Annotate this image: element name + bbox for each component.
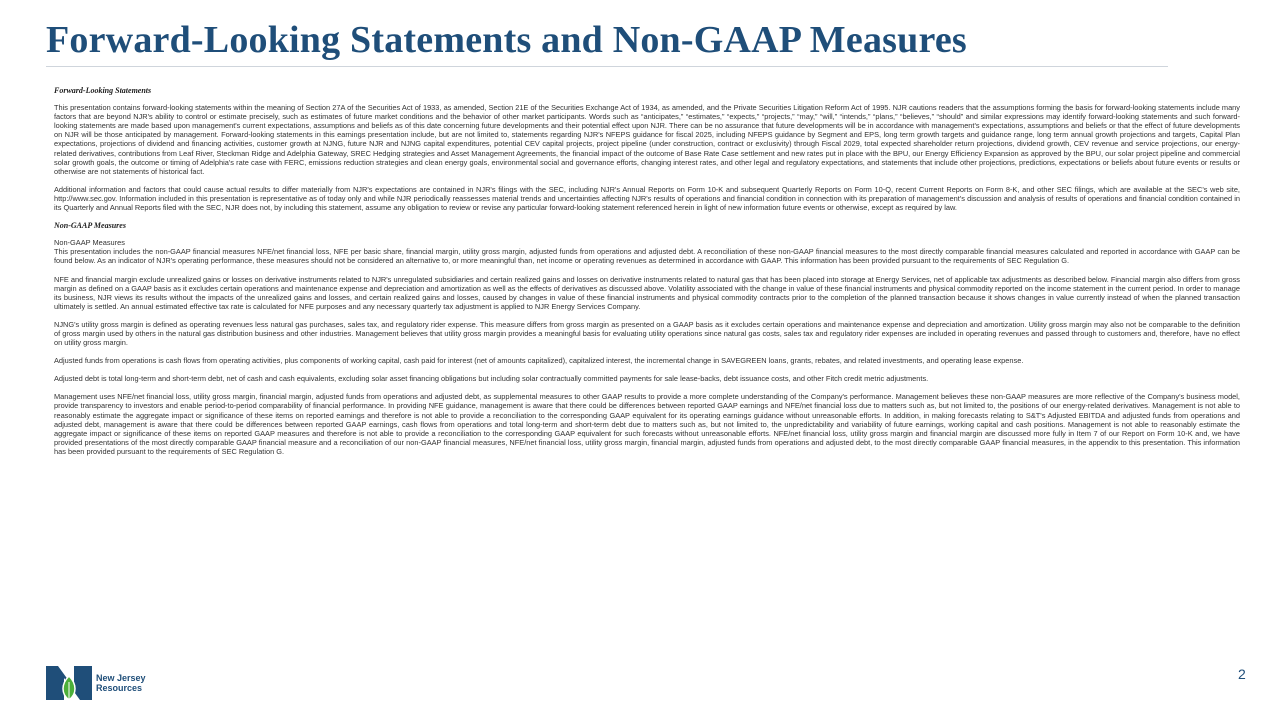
page-title: Forward-Looking Statements and Non-GAAP Measures	[46, 19, 967, 61]
logo-line-2: Resources	[96, 683, 143, 693]
non-gaap-paragraph-1: This presentation includes the non-GAAP financial measures NFE/net financial loss, NFE per basic share, financial margin, utility gross margin, adjusted funds from operations and adjusted debt. A reconciliation of these non-GAAP financial measures to the most directly comparable financial measures calculated and reported in accordance with GAAP can be found below. As an indicator of NJR's operating performance, these measures should not be considered an alternative to, or more meaningful than, net income or operating revenues as determined in accordance with GAAP. This information has been provided pursuant to the requirements of SEC Regulation G.	[54, 247, 1240, 266]
title-divider	[46, 66, 1168, 67]
non-gaap-paragraph-2: NFE and financial margin exclude unrealized gains or losses on derivative instruments related to NJR's unregulated subsidiaries and certain realized gains and losses on derivative instruments related to natural gas that has been placed into storage at Energy Services, net of applicable tax adjustments as described below. Financial margin also differs from gross margin as defined on a GAAP basis as it excludes certain operations and maintenance expense and depreciation and amortization as well as the effects of derivatives as discussed above. Volatility associated with the change in value of these financial instruments and physical commodity reported on the income statement in the current period. In order to manage its business, NJR views its results without the impacts of the unrealized gains and losses, and certain realized gains and losses, caused by changes in value of these financial instruments and physical commodity contracts prior to the completion of the planned transaction because it shows changes in value currently instead of when the planned transaction ultimately is settled. An annual estimated effective tax rate is calculated for NFE purposes and any necessary quarterly tax adjustment is applied to NJR Energy Services Company.	[54, 274, 1240, 311]
non-gaap-paragraph-3: NJNG's utility gross margin is defined as operating revenues less natural gas purchases, sales tax, and regulatory rider expense. This measure differs from gross margin as presented on a GAAP basis as it excludes certain operations and maintenance expense and depreciation and amortization. Utility gross margin may also not be comparable to the definition of gross margin used by others in the natural gas distribution business and other industries. Management believes that utility gross margin provides a meaningful basis for evaluating utility operations since natural gas costs, sales tax and regulatory rider expenses are included in operating revenues and passed through to customers and, therefore, have no effect on utility gross margin.	[54, 319, 1240, 348]
company-logo	[44, 664, 159, 702]
njr-logo-icon	[44, 664, 94, 702]
forward-looking-paragraph-1: This presentation contains forward-looking statements within the meaning of Section 27A of the Securities Act of 1933, as amended, Section 21E of the Securities Exchange Act of 1934, as amended, and the Private Securities Litigation Reform Act of 1995. NJR cautions readers that the assumptions forming the basis for forward-looking statements include many factors that are beyond NJR's ability to control or estimate precisely, such as estimates of future market conditions and the behavior of other market participants. Words such as “anticipates,” “estimates,” “expects,” “projects,” “may,” “will,” “intends,” “plans,” “believes,” “should” and similar expressions may identify forward-looking statements and such forward-looking statements are made based upon management's current expectations, assumptions and beliefs as of this date concerning future developments and their potential effect upon NJR. There can be no assurance that future developments will be in accordance with management's expectations, assumptions and beliefs or that the effect of future developments on NJR will be those anticipated by management. Forward-looking statements in this earnings presentation include, but are not limited to, statements regarding NJR's NFEPS guidance for fiscal 2025, including NFEPS guidance by Segment and EPS, long term growth targets and guidance range, long term annual growth projections and targets, Capital Plan expectations, projections of dividend and financing activities, customer growth at NJNG, future NJR and NJNG capital expenditures, potential CEV capital projects, project pipeline (under construction, contract or exclusivity) through Fiscal 2029, total expected shareholder return projections, dividend growth, CEV revenue and service projections, our energy-related derivatives, contributions from Leaf River, Steckman Ridge and Adelphia Gateway, SREC Hedging strategies and Asset Management Agreements, the financial impact of the outcome of Base Rate Case settlement and new rates put in place with the BPU, our Energy Efficiency Expansion as approved by the BPU, our solar project pipeline and commercial solar growth goals, the outcome or timing of Adelphia's rate case with FERC, emissions reduction strategies and clean energy goals, environmental social and governance efforts, changing interest rates, and other legal and regulatory expectations, and statements that include other projections, predictions, expectations or beliefs about future events or results or otherwise are not statements of historical fact.	[54, 103, 1240, 176]
page-number: 2	[1238, 666, 1246, 682]
forward-looking-heading: Forward-Looking Statements	[54, 86, 152, 95]
non-gaap-paragraph-4: Adjusted funds from operations is cash flows from operating activities, plus components of working capital, cash paid for interest (net of amounts capitalized), capitalized interest, the incremental change in SAVEGREEN loans, grants, rebates, and related investments, and operating lease expense.	[54, 356, 1024, 366]
logo-line-1: New Jersey	[96, 673, 146, 683]
non-gaap-subheading: Non-GAAP Measures	[54, 238, 125, 248]
logo-wordmark	[96, 673, 146, 693]
forward-looking-paragraph-2: Additional information and factors that could cause actual results to differ materially from NJR's expectations are contained in NJR's filings with the SEC, including NJR's Annual Reports on Form 10-K and subsequent Quarterly Reports on Form 10-Q, recent Current Reports on Form 8-K, and other SEC filings, which are available at the SEC's web site, http://www.sec.gov. Information included in this presentation is representative as of today only and while NJR periodically reassesses material trends and uncertainties affecting NJR's results of operations and financial condition in connection with its preparation of management's discussion and analysis of results of operations and financial condition contained in its Quarterly and Annual Reports filed with the SEC, NJR does not, by including this statement, assume any obligation to review or revise any particular forward-looking statement referenced herein in light of new information future events or otherwise, except as required by law.	[54, 184, 1240, 213]
non-gaap-paragraph-5: Adjusted debt is total long-term and short-term debt, net of cash and cash equivalents, excluding solar asset financing obligations but including solar contractually committed payments for sale lease-backs, debt issuance costs, and other Fitch credit metric adjustments.	[54, 374, 929, 384]
non-gaap-heading: Non-GAAP Measures	[54, 221, 126, 231]
non-gaap-paragraph-6: Management uses NFE/net financial loss, utility gross margin, financial margin, adjusted funds from operations and adjusted debt, as supplemental measures to other GAAP results to provide a more complete understanding of the Company's performance. Management believes these non-GAAP measures are more reflective of the Company's business model, provide transparency to investors and enable period-to-period comparability of financial performance. In providing NFE guidance, management is aware that there could be differences between reported GAAP earnings and NFE/net financial loss due to matters such as, but not limited to, the positions of our energy-related derivatives. Management is not able to reasonably estimate the aggregate impact or significance of these items on reported earnings and therefore is not able to provide a reconciliation to the corresponding GAAP equivalent for its operating earnings guidance without unreasonable efforts. In addition, in making forecasts relating to S&T's Adjusted EBITDA and adjusted funds from operations and adjusted debt, management is aware that there could be differences between reported GAAP earnings, cash flows from operations and total long-term and short-term debt due to matters such as, but not limited to, the unpredictability and variability of future earnings, working capital and cash positions. Management is not able to reasonably estimate the aggregate impact or significance of these items on reported GAAP measures and therefore is not able to provide a reconciliation to the corresponding GAAP equivalent for such forecasts without unreasonable efforts. NFE/net financial loss, utility gross margin and financial margin are discussed more fully in Item 7 of our Report on Form 10-K and, we have provided presentations of the most directly comparable GAAP financial measure and a reconciliation of our non-GAAP financial measures, NFE/net financial loss, utility gross margin, financial margin, adjusted funds from operations and adjusted debt, to the most directly comparable GAAP financial measures, in the appendix to this presentation. This information has been provided pursuant to the requirements of SEC Regulation G.	[54, 392, 1240, 456]
body-content	[54, 86, 1240, 465]
